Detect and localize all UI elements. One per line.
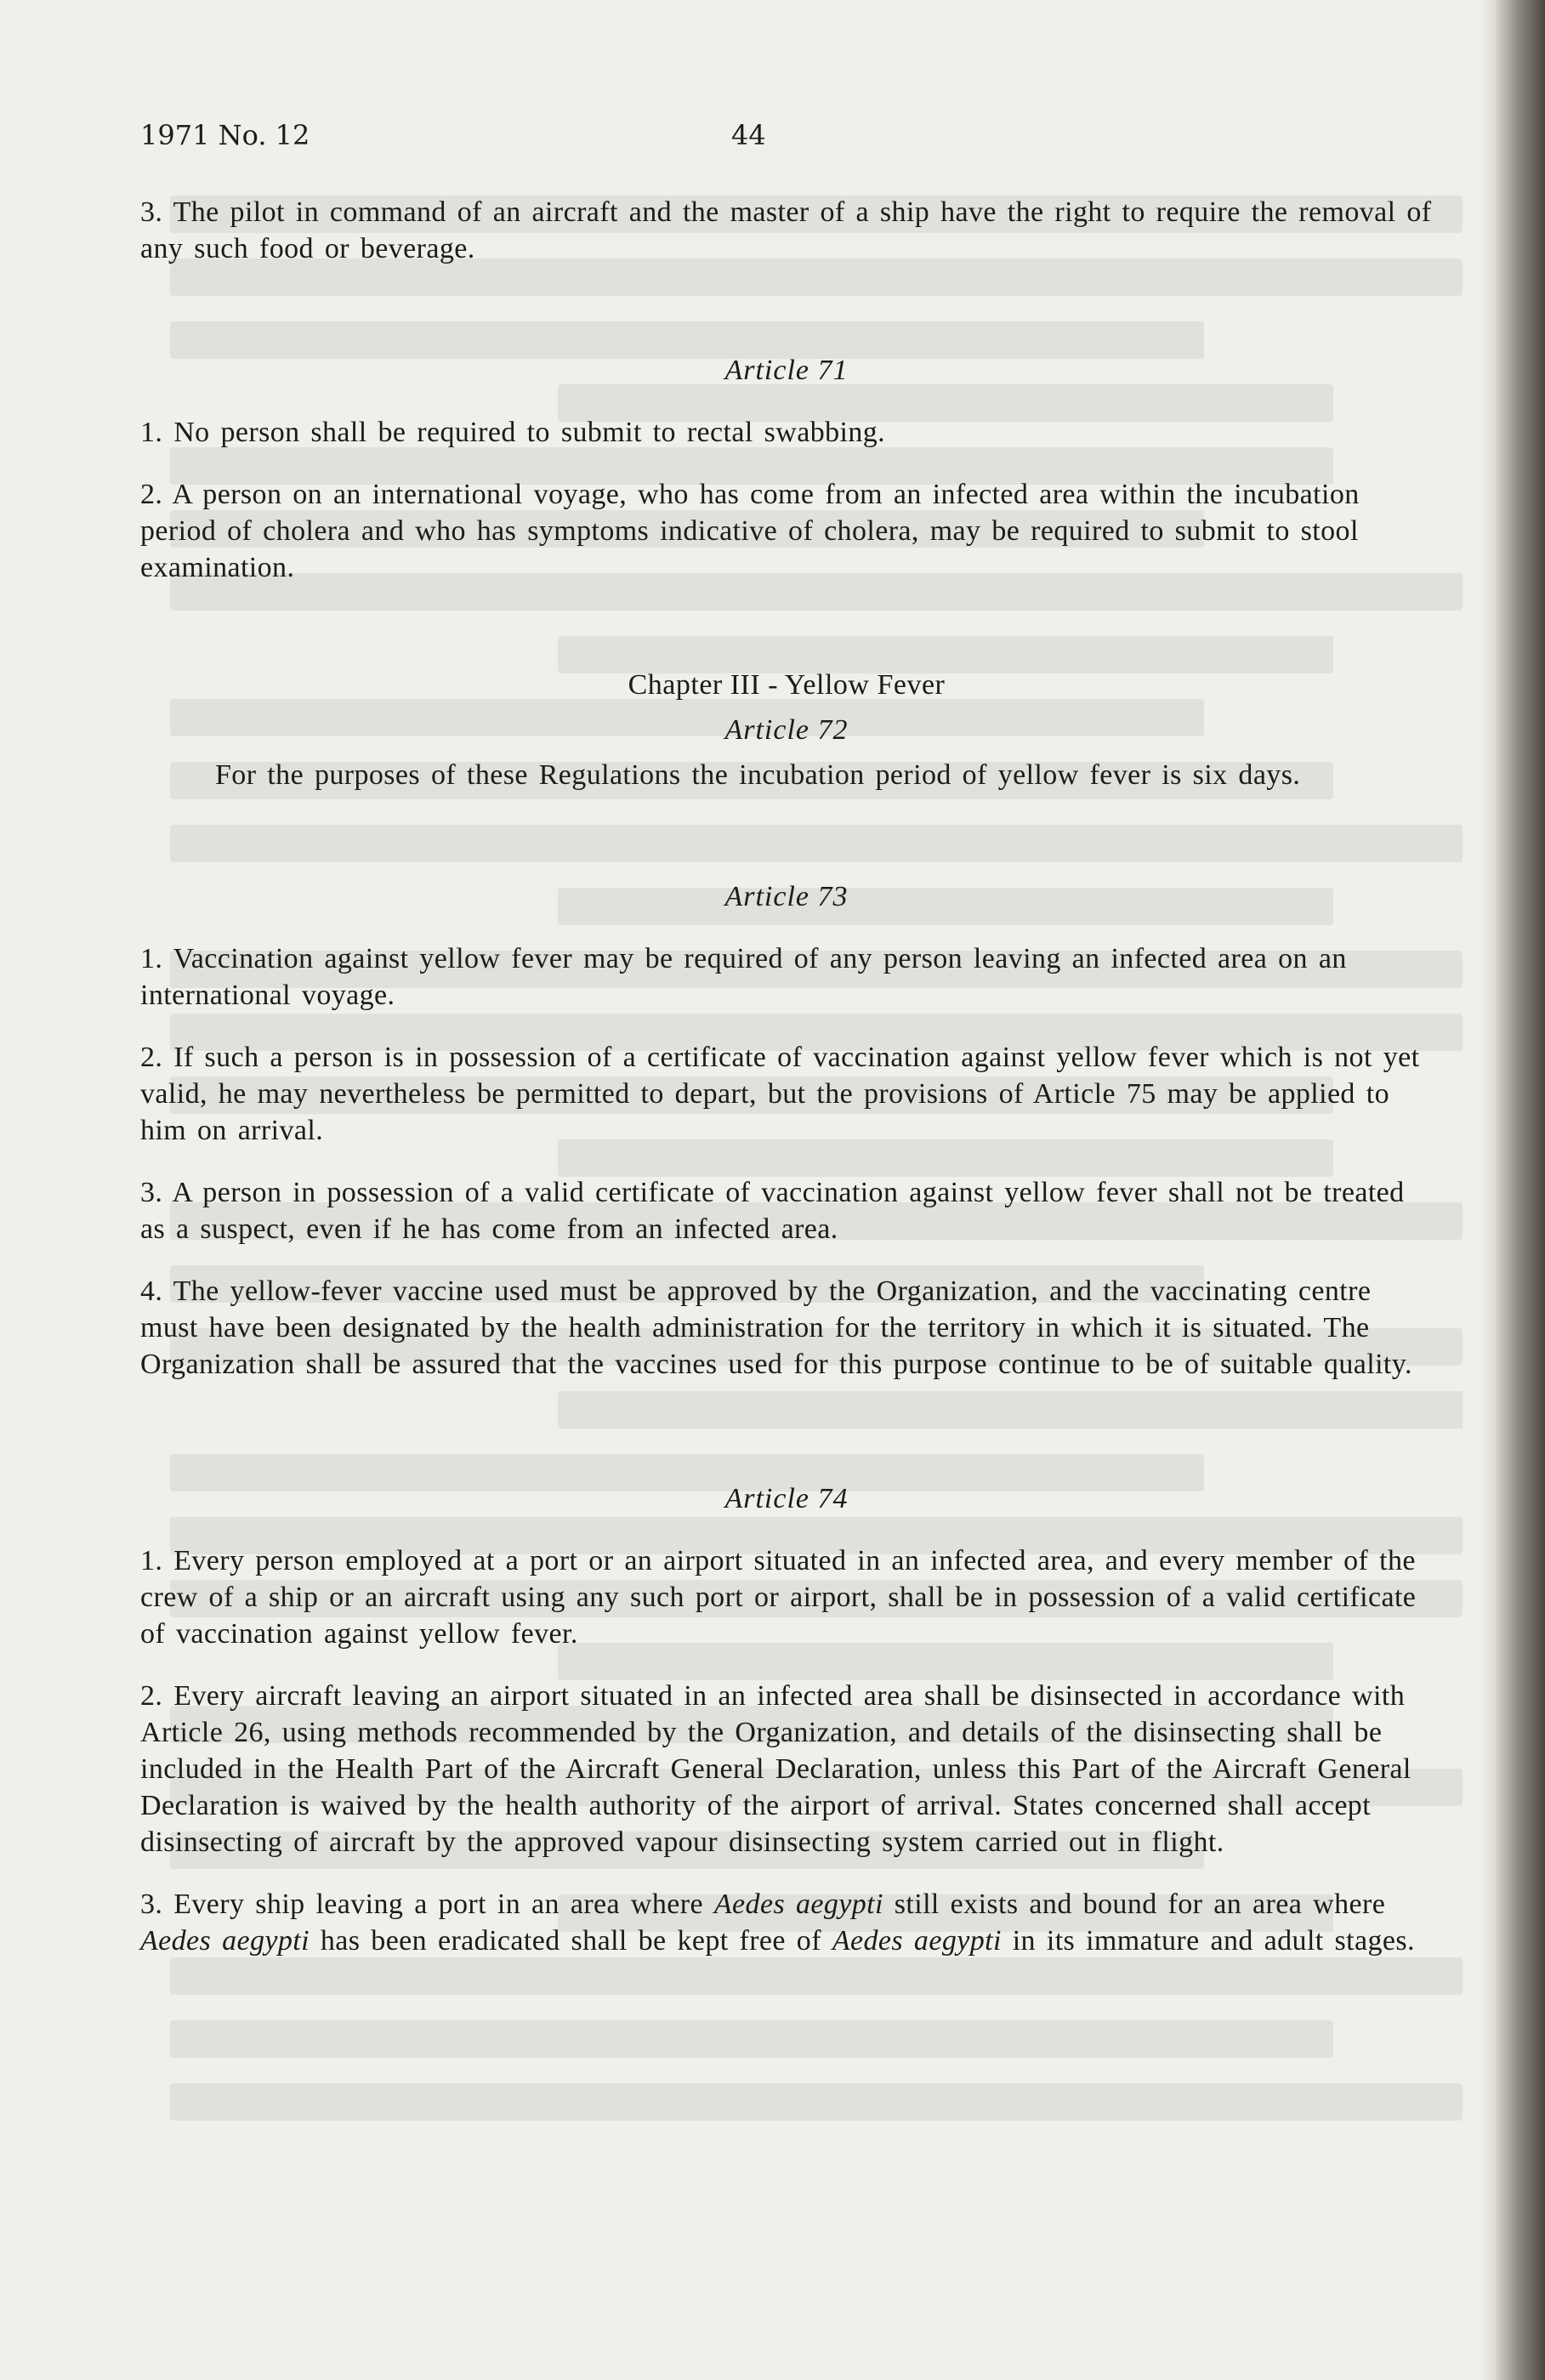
book-spine-edge [1496,0,1545,2380]
species-name: Aedes aegypti [832,1925,1002,1957]
article-72-paragraph-1: For the purposes of these Regulations the incubation period of yellow fever is six days. [215,759,1301,791]
text-segment: has been eradicated shall be kept free of [309,1925,832,1957]
article-73-paragraph-4: 4. The yellow-fever vaccine used must be approved by the Organization, and the vaccinating centre must have been designated by the health administration for the territory in which it is situated. The Organization shall be assured that the vaccines used for this purpose continue to be of suitable quality. [140,1275,1412,1380]
article-71-paragraph-2: 2. A person on an international voyage, who has come from an infected area within the incubation period of cholera and who has symptoms indicative of cholera, may be required to submit to stool examination. [140,479,1360,583]
article-74-paragraph-3 [140,1886,1433,1959]
article-72-heading: Article 72 [724,714,849,746]
article-73-heading: Article 73 [724,881,849,912]
article-73-paragraph-2: 2. If such a person is in possession of a certificate of vaccination against yellow fever which is not yet valid, he may nevertheless be permitted to depart, but the provisions of Article 75 may be applied to him on arrival. [140,1042,1420,1146]
page-content [140,109,1433,1959]
text-segment: in its immature and adult stages. [1001,1925,1415,1957]
chapter-heading: Chapter III - Yellow Fever [628,669,946,701]
article-73-paragraph-3: 3. A person in possession of a valid certificate of vaccination against yellow fever shall not be treated as a suspect, even if he has come from an infected area. [140,1177,1405,1245]
article-74-heading: Article 74 [724,1483,849,1514]
species-name: Aedes aegypti [713,1889,883,1920]
article-74-paragraph-2: 2. Every aircraft leaving an airport situated in an infected area shall be disinsected in accordance with Article 26, using methods recommended by the Organization, and details of the disinsecting shall be included in the Health Part of the Aircraft General Declaration, unless this Part of the Aircraft General Declaration is waived by the health authority of the airport of arrival. States concerned shall accept disinsecting of aircraft by the approved vapour disinsecting system carried out in flight. [140,1680,1412,1858]
text-segment: 3. Every ship leaving a port in an area where [140,1889,714,1920]
article-71-paragraph-1: 1. No person shall be required to submit to rectal swabbing. [140,417,886,448]
document-reference: 1971 No. 12 [140,119,310,151]
article-71-heading: Article 71 [724,355,849,386]
article-74-paragraph-1: 1. Every person employed at a port or an airport situated in an infected area, and every member of the crew of a ship or an aircraft using any such port or airport, shall be in possession of a valid certificate of vaccination against yellow fever. [140,1545,1417,1650]
page-number: 44 [731,119,766,151]
text-segment: still exists and bound for an area where [883,1889,1386,1920]
article-73-paragraph-1: 1. Vaccination against yellow fever may be required of any person leaving an infected area on an international voyage. [140,943,1347,1011]
page-fold-shadow [1480,0,1496,2380]
article-70-paragraph-3: 3. The pilot in command of an aircraft and the master of a ship have the right to require the removal of any such food or beverage. [140,196,1432,264]
page-header [140,109,1433,160]
species-name: Aedes aegypti [140,1925,310,1957]
